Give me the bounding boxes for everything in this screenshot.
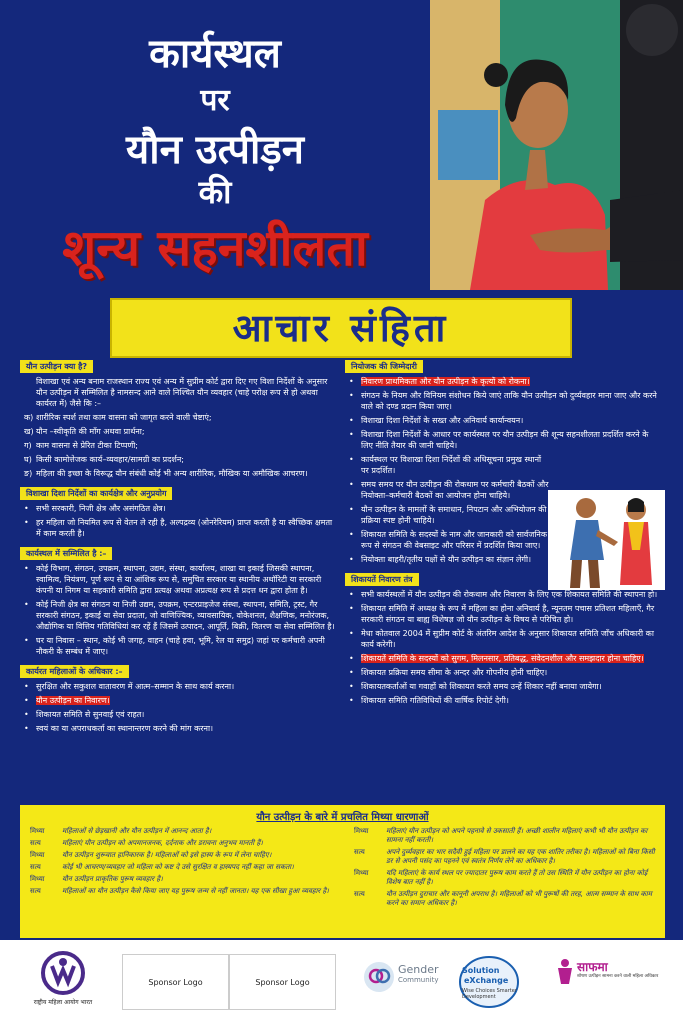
sponsor-logo-1: Sponsor Logo bbox=[122, 954, 229, 1010]
gc-sub: Community bbox=[398, 976, 439, 984]
title-zero-tolerance: शून्य सहनशीलता bbox=[62, 219, 368, 277]
safma-desc: शोषण उत्पीड़न सामना करने वाली महिला अधिकार bbox=[577, 974, 659, 979]
list-bullet: • bbox=[24, 564, 29, 573]
list-bullet: • bbox=[24, 682, 29, 691]
inset-illustration bbox=[548, 490, 665, 590]
myth-text: महिलाएं यौन उत्पीड़न को अपने पहनावे से उकसाती हैं। अच्छी शालीन महिलाएं कभी भी यौन उत्पीड़न का सामना नहीं करती। bbox=[386, 827, 648, 844]
myth-label: सत्य bbox=[30, 839, 41, 847]
list-text: शिकायत प्रक्रिया समय सीमा के अन्दर और गोपनीय होनी चाहिए। bbox=[361, 668, 548, 677]
section-intro: विशाखा एवं अन्य बनाम राजस्थान राज्य एवं अन्य में सुप्रीम कोर्ट द्वारा दिए गए विशा निर्देशों के अनुसार यौन उत्पीड़न में सम्मिलित है नामसन्द आने वाले निश्चित यौन व्यवहार (चाहे परोक्ष रूप से हो अथवा कार्यरत में) जैसे कि :– bbox=[36, 377, 328, 408]
list-text: शिकायत समिति के सदस्यों के नाम और जानकारी को सार्वजनिक रूप से संगठन की वेबसाइट और परिसर में प्रदर्शित किया जाए। bbox=[361, 530, 547, 550]
list-bullet: • bbox=[349, 455, 354, 464]
myths-box bbox=[20, 805, 665, 938]
list-bullet: • bbox=[349, 530, 354, 539]
rights-list bbox=[20, 681, 338, 734]
list-bullet: • bbox=[349, 416, 354, 425]
harassment-illustration bbox=[430, 0, 683, 290]
list-item bbox=[345, 415, 661, 426]
list-text: विशाखा दिशा निर्देशों के आधार पर कार्यस्थल पर यौन उत्पीड़न की शून्य सहनशीलता प्रदर्शित करने के लिए नीति तैयार की जानी चाहिये। bbox=[361, 430, 649, 450]
list-bullet: • bbox=[349, 590, 354, 599]
list-text: नियोक्ता बाहरी/तृतीय पक्षों से यौन उत्पीड़न का संज्ञान लेगी। bbox=[361, 555, 532, 564]
ncw-logo bbox=[28, 950, 98, 1006]
title-line-4: की bbox=[198, 173, 232, 211]
safma-logo bbox=[555, 958, 680, 988]
list-text: काम वासना से प्रेरित टीका टिप्पणी; bbox=[36, 441, 139, 450]
section-workplace-includes bbox=[20, 547, 338, 657]
list-text: किसी कामोत्तेजक कार्य–व्यवहार/सामग्री का प्रदर्शन; bbox=[36, 455, 184, 464]
section-what-is-harassment bbox=[20, 360, 338, 479]
myths-left-column bbox=[26, 827, 336, 899]
list-bullet: • bbox=[349, 668, 354, 677]
list-text: शिकायतकर्ताओं या गवाहों को शिकायत करते समय उन्हें शिकार नहीं बनाया जायेगा। bbox=[361, 682, 602, 691]
myth-text: महिलाओं से छेड़खानी और यौन उत्पीड़न में आनन्द आता है। bbox=[62, 827, 212, 835]
myth-text: यदि महिलाएं के कार्य स्थल पर ज्यादातर पुरूष काम करते हैं तो उस स्थिति में यौन उत्पीड़न का होना कोई विशेष बात नहीं है। bbox=[386, 869, 648, 886]
list-bullet: • bbox=[24, 724, 29, 733]
section-women-rights bbox=[20, 665, 338, 734]
myth-text: कोई भी आचरण/व्यवहार जो महिला को कष्ट दे उसे सुरक्षित व हास्यपद नहीं कहा जा सकता। bbox=[62, 863, 294, 871]
myth-text: यौन उत्पीड़न दुराचार और कानूनी अपराध है। महिलाओं को भी पुरूषों की तरह, आत्म सम्मान के साथ काम करने का समान अधिकार है। bbox=[386, 890, 652, 907]
solution-exchange-logo bbox=[458, 954, 520, 1010]
myth-text: यौन उत्पीड़न शुरूवात हानिकारक है। महिलाओं को इसे हास्य के रूप में लेना चाहिए। bbox=[62, 851, 272, 859]
code-of-conduct-banner bbox=[110, 298, 572, 358]
scope-list bbox=[20, 503, 338, 539]
list-item bbox=[20, 709, 338, 720]
list-bullet: • bbox=[349, 430, 354, 439]
myth-row bbox=[26, 863, 336, 872]
ncw-emblem-icon bbox=[40, 950, 86, 996]
list-item bbox=[345, 454, 551, 476]
list-bullet: ग) bbox=[24, 441, 32, 450]
list-text: यौन उत्पीड़न के मामलों के समाधान, निपटान और अभियोजन की प्रक्रिया स्पष्ट होनी चाहिये। bbox=[361, 505, 547, 525]
workplace-list bbox=[20, 563, 338, 657]
myth-label: सत्य bbox=[354, 848, 365, 856]
list-bullet: • bbox=[24, 504, 29, 513]
list-item bbox=[345, 695, 665, 706]
myth-label: मिथ्या bbox=[30, 875, 45, 883]
list-text: घर या निवास – स्थान, कोई भी जगह, वाहन (चाहे हवा, भूमि, रेल या समुद्र) जहां पर कर्मचारी अपनी नौकरी के सम्बंध में जाए। bbox=[36, 636, 325, 656]
myth-label: सत्य bbox=[30, 887, 41, 895]
list-text: महिला की इच्छा के विरूद्ध यौन संबंधी कोई भी अन्य शारीरिक, मौखिक या अमौखिक आचरण। bbox=[36, 469, 308, 478]
list-item bbox=[20, 426, 338, 437]
list-text: शिकायत समिति से सुनवाई एवं राहत। bbox=[36, 710, 145, 719]
myth-row bbox=[26, 851, 336, 860]
myth-label: मिथ्या bbox=[30, 827, 45, 835]
myth-text: महिलाएं यौन उत्पीड़न को अपमानजनक, दर्दनाक और डरावना अनुभव मानती हैं। bbox=[62, 839, 263, 847]
myth-row bbox=[350, 827, 660, 845]
myths-title: यौन उत्पीड़न के बारे में प्रचलित मिथ्या धारणाओं bbox=[256, 812, 429, 823]
list-item bbox=[20, 517, 338, 539]
list-bullet: • bbox=[24, 636, 29, 645]
list-text: निवारण प्राथमिकता और यौन उत्पीड़न के कृत्यों को रोकना। bbox=[361, 377, 530, 386]
list-text: शिकायतें समिति के सदस्यों को सुगम, मिलनसार, प्रतिबद्ध, संवेदनशील और समझदार होना चाहिए। bbox=[361, 654, 644, 663]
list-item-highlighted bbox=[345, 653, 665, 664]
list-bullet: क) bbox=[24, 413, 34, 422]
myth-row bbox=[26, 827, 336, 836]
list-text: कोई विभाग, संगठन, उपक्रम, स्थापना, उद्यम, संस्था, कार्यालय, शाखा या इकाई जिसकी स्थापना, स्वामित्व, नियंत्रण, पूर्ण रूप से या आंशिक रूप से, समुचित सरकार या स्थानीय अथॉरिटी या सरकारी कंपनी या निगम या सहकारी समिति द्वारा प्रत्यक्ष अथवा अप्रत्यक्ष रूप से प्रदत्त धन द्वारा होता है। bbox=[36, 564, 322, 595]
list-bullet: • bbox=[349, 696, 354, 705]
safma-figure-icon bbox=[555, 958, 575, 984]
list-item bbox=[20, 440, 338, 451]
list-bullet: • bbox=[349, 654, 354, 663]
ncw-caption: राष्ट्रीय महिला आयोग भारत bbox=[33, 999, 93, 1006]
section-heading: कार्यस्थल में सम्मिलित है :– bbox=[20, 547, 112, 560]
myth-row bbox=[350, 848, 660, 866]
list-bullet: • bbox=[349, 480, 354, 489]
myth-row bbox=[350, 890, 660, 908]
se-line2: eXchange bbox=[464, 976, 509, 985]
list-bullet: • bbox=[349, 682, 354, 691]
myth-row bbox=[26, 875, 336, 884]
banner-text: आचार संहिता bbox=[232, 306, 450, 350]
myth-label: मिथ्या bbox=[354, 869, 369, 877]
myth-label: मिथ्या bbox=[354, 827, 369, 835]
list-text: स्वयं का या अपराधकर्ता का स्थानान्तरण करने की मांग करना। bbox=[36, 724, 214, 733]
list-bullet: • bbox=[24, 696, 29, 705]
list-text: सभी सरकारी, निजी क्षेत्र और असंगठित क्षेत्र। bbox=[36, 504, 166, 513]
list-bullet: • bbox=[24, 710, 29, 719]
myth-label: सत्य bbox=[354, 890, 365, 898]
list-bullet: • bbox=[24, 518, 29, 527]
title-line-1: कार्यस्थल bbox=[149, 31, 281, 77]
list-item bbox=[20, 468, 338, 479]
section-scope bbox=[20, 487, 338, 539]
list-bullet: • bbox=[349, 555, 354, 564]
list-item bbox=[345, 504, 551, 526]
list-item bbox=[345, 429, 661, 451]
harassment-list bbox=[20, 412, 338, 479]
list-item bbox=[20, 503, 338, 514]
list-bullet: • bbox=[349, 604, 354, 613]
list-text: सुरक्षित और सकुशल वातावरण में आत्म–सम्मान के साथ कार्य करना। bbox=[36, 682, 235, 691]
list-item bbox=[20, 412, 338, 423]
list-item bbox=[345, 554, 551, 565]
se-tag: Wise Choices Smarter Development bbox=[462, 988, 517, 1000]
list-item bbox=[20, 681, 338, 692]
myths-right-column bbox=[350, 827, 660, 911]
list-text: शारीरिक स्पर्श तथा काम वासना को जागृत करने वाली चेष्टाएं; bbox=[36, 413, 212, 422]
list-item bbox=[345, 667, 665, 678]
gender-symbol-icon bbox=[362, 960, 396, 994]
list-text: कार्यस्थल पर विशाखा दिशा निर्देशों की अधिसूचना प्रमुख स्थानों पर प्रदर्शित। bbox=[361, 455, 542, 475]
section-grievance-mechanism bbox=[345, 573, 665, 706]
list-text: समय समय पर यौन उत्पीड़न की रोकथाम पर कर्मचारी बैठकों और नियोक्ता–कर्मचारी बैठकों का आयोजन होना चाहिये। bbox=[361, 480, 549, 500]
grievance-list bbox=[345, 589, 665, 706]
section-heading: शिकायतें निवारण तंत्र bbox=[345, 573, 419, 586]
left-column bbox=[20, 360, 338, 742]
title-line-3: यौन उत्पीड़न bbox=[126, 127, 304, 173]
list-text: शिकायत समिति गतिविधियों की वार्षिक रिपोर्ट देगी। bbox=[361, 696, 509, 705]
list-item bbox=[345, 589, 665, 600]
list-item bbox=[20, 454, 338, 465]
list-bullet: • bbox=[349, 629, 354, 638]
sponsor-logo-2: Sponsor Logo bbox=[229, 954, 336, 1010]
myth-text: महिलाओं का यौन उत्पीड़न कैसे किया जाए यह पुरूष जन्म से नहीं जानता। यह एक सीखा हुआ व्यवहार है। bbox=[62, 887, 329, 895]
myth-text: यौन उत्पीड़न प्राकृतिक पुरूष व्यवहार है। bbox=[62, 875, 163, 883]
list-item bbox=[345, 681, 665, 692]
list-item-highlighted bbox=[345, 376, 551, 387]
list-item bbox=[345, 479, 551, 501]
title-line-2: पर bbox=[200, 83, 230, 118]
footer-logos bbox=[0, 940, 683, 1024]
safma-title: साफमा bbox=[577, 960, 608, 974]
list-text: विशाखा दिशा निर्देशों के सख्त और अनिवार्य कार्यान्वयन। bbox=[361, 416, 524, 425]
list-bullet: • bbox=[349, 391, 354, 400]
section-heading: कार्यरत महिलाओं के अधिकार :– bbox=[20, 665, 129, 678]
list-item bbox=[345, 390, 661, 412]
list-item bbox=[20, 723, 338, 734]
list-text: मेधा कोतवाल 2004 में सुप्रीम कोर्ट के अंतरिम आदेश के अनुसार शिकायत समिति जाँच अधिकारी का कार्य करेगी। bbox=[361, 629, 654, 649]
myth-text: अपने दुर्व्यवहार का भार सदैवी हुई महिला पर डालने का यह एक शातिर तरीका है। महिलाओं को बिना किसी डर से अपनी पसंद का पहनने एवं स्वतंत्र निर्णय लेने का अधिकार है। bbox=[386, 848, 655, 865]
list-text: शिकायत समिति में अध्यक्ष के रूप में महिला का होना अनिवार्य है, न्यूनतम पचास प्रतिशत महिलाएँ, गैर सरकारी संगठन या बाह्य विशेषज्ञ जो यौन उत्पीड़न के विषय से परिचित हो। bbox=[361, 604, 655, 624]
list-item bbox=[20, 563, 338, 596]
myth-label: मिथ्या bbox=[30, 851, 45, 859]
myth-row bbox=[350, 869, 660, 887]
list-text: कोई निजी क्षेत्र का संगठन या निजी उद्यम, उपक्रम, एन्टरप्राइजेज संस्था, स्थापना, समिति, ट्रस्ट, गैर सरकारी संगठन, इकाई या सेवा प्रदाता, जो वाणिज्यिक, व्यावसायिक, वोकेशनल, शैक्षणिक, मनोरंजक, औद्योगिक या वित्तिय गतिविधियां कर रहें हैं जिसमें उत्पादन, आपूर्ति, बिक्री, वितरण या सेवा सम्मिलित है। bbox=[36, 600, 335, 631]
list-bullet: ङ) bbox=[24, 469, 33, 478]
list-item bbox=[20, 599, 338, 632]
myth-label: सत्य bbox=[30, 863, 41, 871]
gender-community-logo bbox=[362, 960, 452, 1000]
list-bullet: घ) bbox=[24, 455, 32, 464]
list-text: यौन उत्पीड़न का निवारण। bbox=[36, 696, 110, 705]
list-text: यौन –स्वीकृति की माँग अथवा प्रार्थना; bbox=[36, 427, 145, 436]
section-heading: विशाखा दिशा निर्देशों का कार्यक्षेत्र और अनुप्रयोग bbox=[20, 487, 172, 500]
list-bullet: • bbox=[349, 505, 354, 514]
list-bullet: • bbox=[349, 377, 354, 386]
list-bullet: ख) bbox=[24, 427, 34, 436]
list-text: सभी कार्यस्थलों में यौन उत्पीड़न की रोकथाम और निवारण के लिए एक शिकायत समिति की स्थापना हो। bbox=[361, 590, 658, 599]
section-heading: यौन उत्पीड़न क्या है? bbox=[20, 360, 93, 373]
list-item bbox=[345, 529, 551, 551]
myth-row bbox=[26, 887, 336, 896]
list-bullet: • bbox=[24, 600, 29, 609]
list-item bbox=[345, 628, 665, 650]
section-heading: नियोजक की जिम्मेदारी bbox=[345, 360, 423, 373]
gc-name: Gender bbox=[398, 963, 439, 976]
list-text: हर महिला जो नियमित रूप से वेतन ले रही है, अल्पद्रव्य (ओनरेरियम) प्राप्त करती है या स्वैच्छिक क्षमता में काम करती है। bbox=[36, 518, 333, 538]
list-item bbox=[345, 603, 665, 625]
myth-row bbox=[26, 839, 336, 848]
list-text: संगठन के नियम और विनियम संशोधन किये जाएं ताकि यौन उत्पीड़न को दुर्व्यवहार माना जाए और करने वाले को दण्ड प्रदान किया जाए। bbox=[361, 391, 657, 411]
list-item-highlighted bbox=[20, 695, 338, 706]
se-line1: Solution bbox=[462, 966, 500, 975]
list-item bbox=[20, 635, 338, 657]
